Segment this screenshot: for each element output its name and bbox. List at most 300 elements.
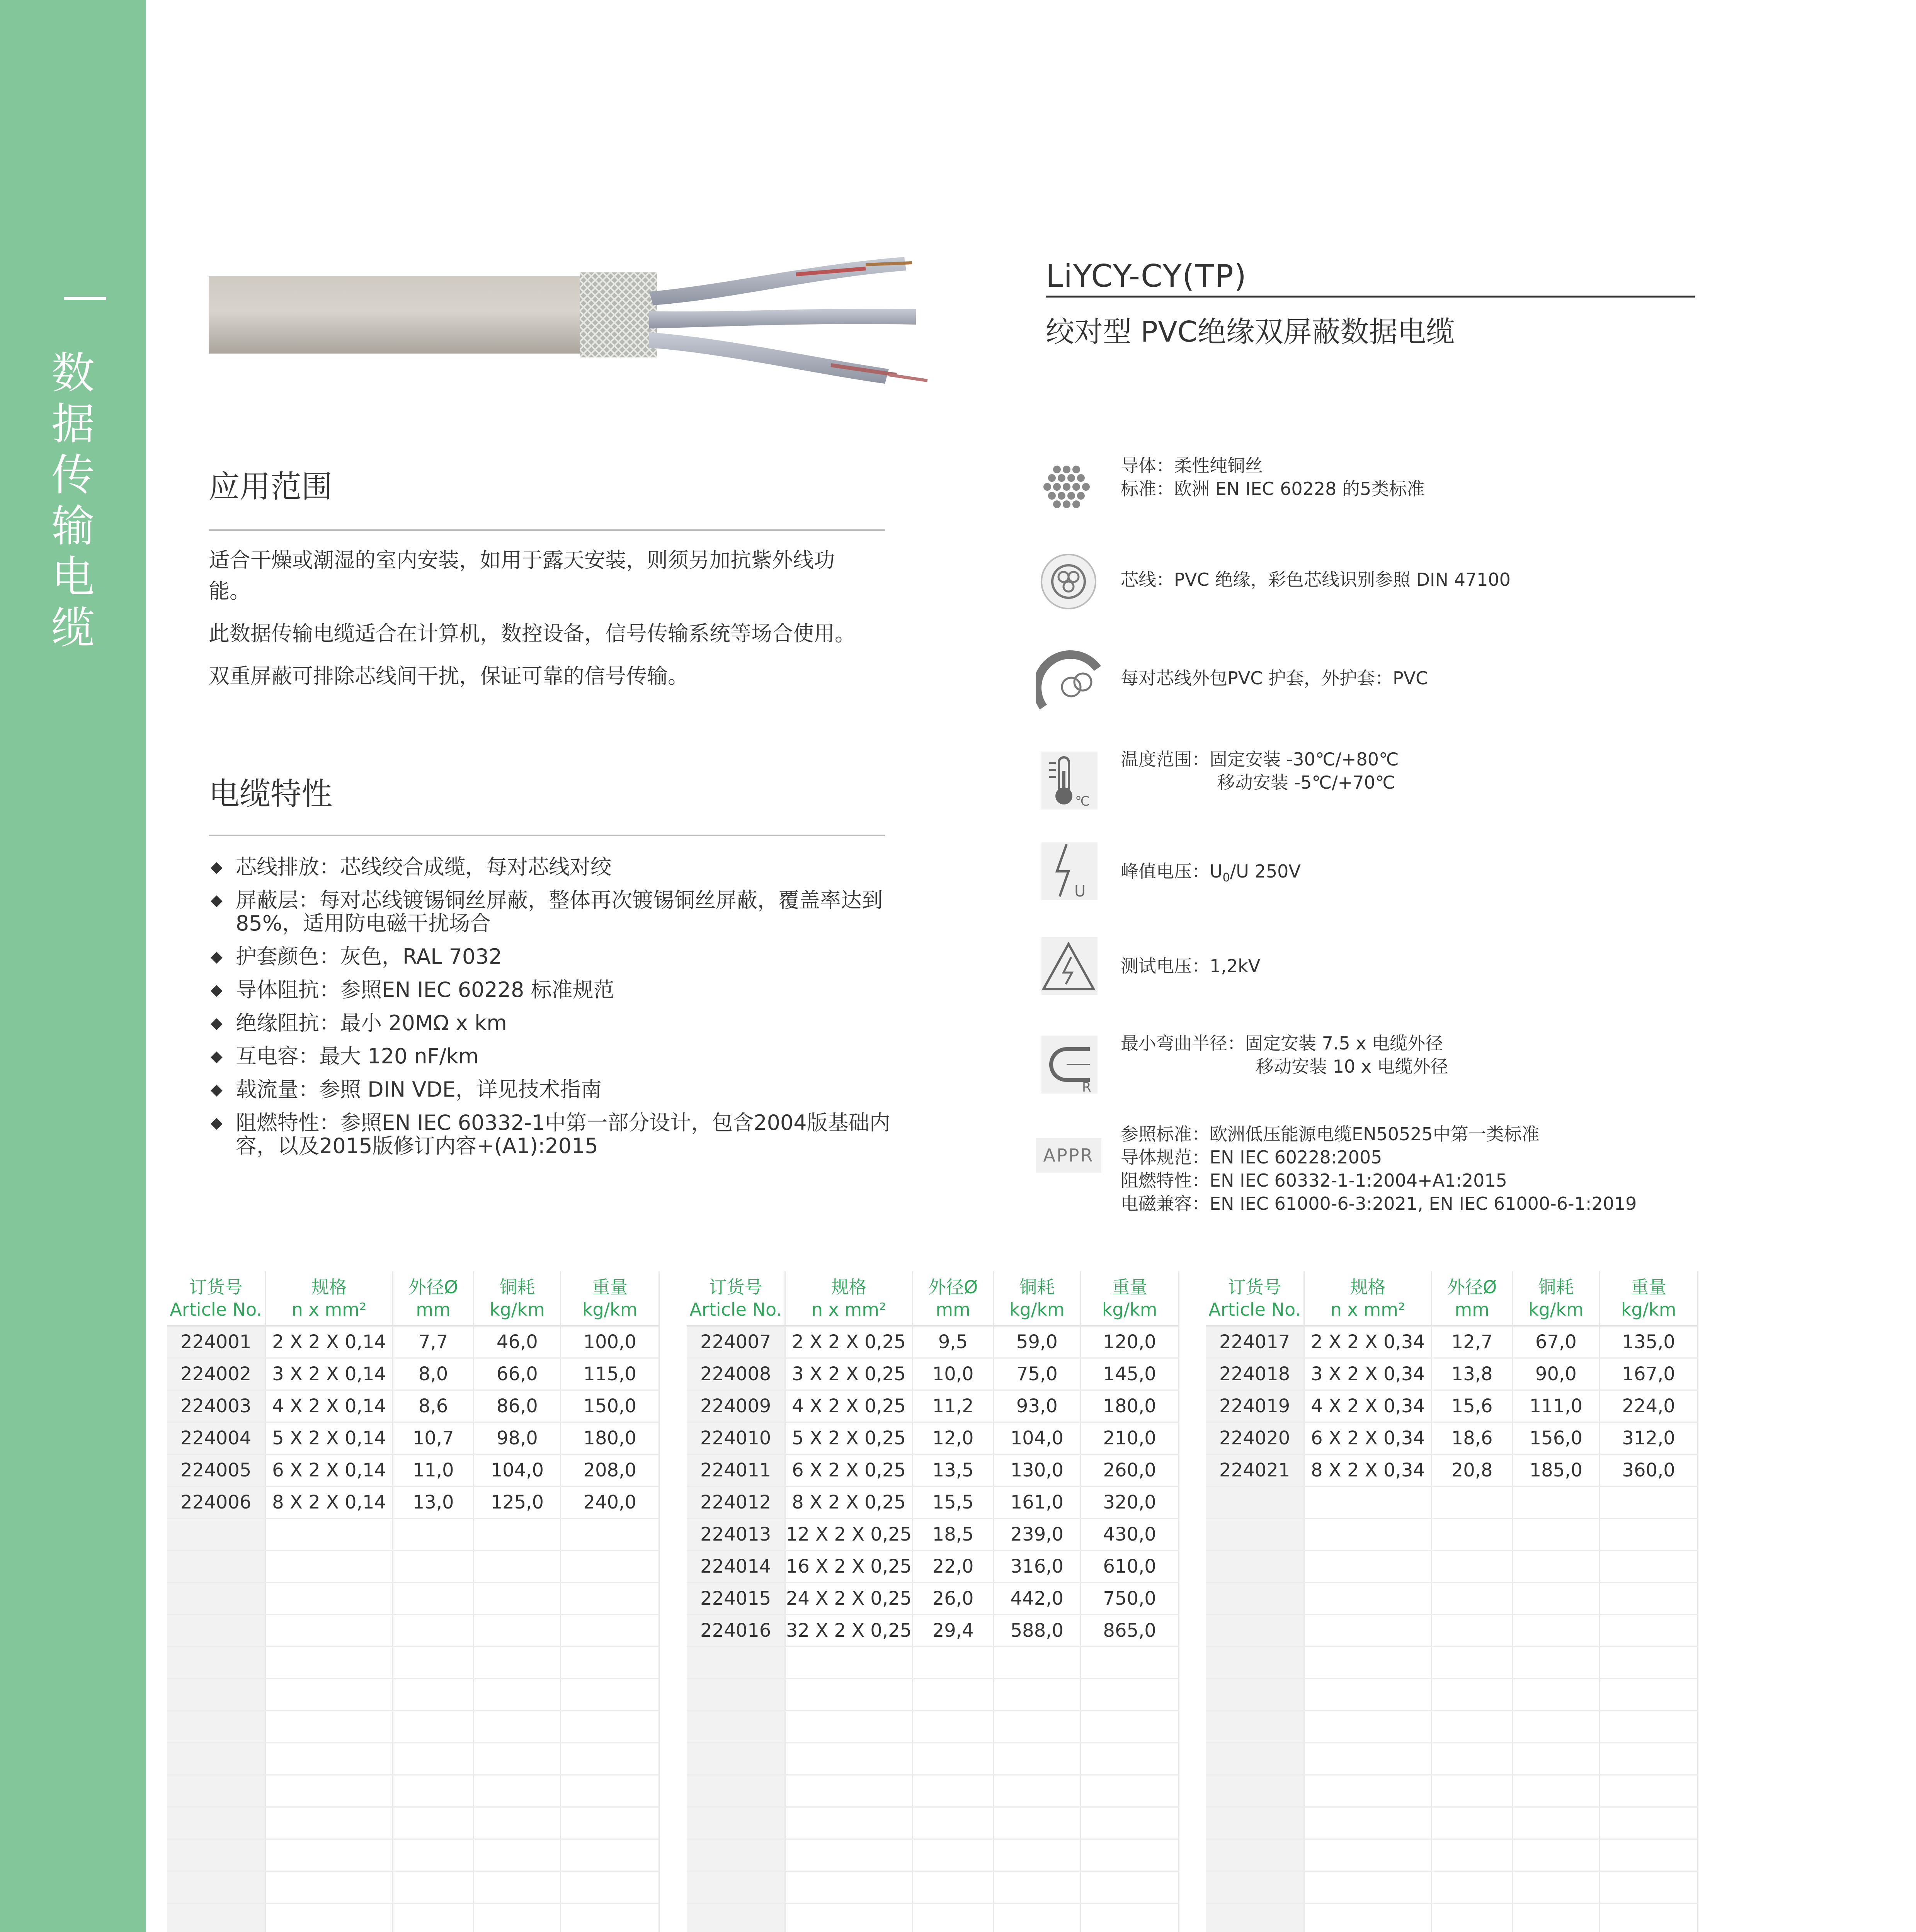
- bend-radius-icon: [1036, 1032, 1101, 1097]
- table-cell: 10,7: [393, 1422, 474, 1454]
- table-cell: [474, 1615, 561, 1647]
- table-cell: 224018: [1206, 1358, 1304, 1390]
- table-cell: 115,0: [561, 1358, 659, 1390]
- sidebar: [0, 0, 146, 1932]
- celsius-label: ℃: [1075, 794, 1090, 809]
- table-row: [1206, 1551, 1698, 1583]
- table-cell: 224014: [687, 1551, 785, 1583]
- table-cell: [167, 1871, 265, 1903]
- table-cell: [1206, 1583, 1304, 1615]
- table-cell: [687, 1679, 785, 1711]
- table-cell: 100,0: [561, 1326, 659, 1358]
- table-cell: [994, 1743, 1081, 1775]
- table-cell: [687, 1711, 785, 1743]
- table-cell: 4 X 2 X 0,14: [265, 1390, 393, 1422]
- table-cell: [561, 1871, 659, 1903]
- table-row: [1206, 1615, 1698, 1647]
- table-cell: [1304, 1903, 1431, 1932]
- table-row: [687, 1583, 1179, 1615]
- temperature-line-1: 温度范围：固定安装 -30℃/+80℃: [1121, 749, 1399, 770]
- table-cell: [994, 1647, 1081, 1679]
- table-cell: 224005: [167, 1454, 265, 1486]
- table-cell: 16 X 2 X 0,25: [785, 1551, 912, 1583]
- table-cell: 130,0: [994, 1454, 1081, 1486]
- table-cell: [265, 1647, 393, 1679]
- table-cell: 46,0: [474, 1326, 561, 1358]
- table-header-row: [167, 1271, 659, 1326]
- table-cell: 3 X 2 X 0,34: [1304, 1358, 1431, 1390]
- table-cell: [785, 1711, 912, 1743]
- sheath-text: 每对芯线外包PVC 护套，外护套：PVC: [1121, 668, 1428, 689]
- table-cell: [265, 1775, 393, 1807]
- column-header: 外径Ø mm: [393, 1271, 474, 1326]
- table-cell: [561, 1679, 659, 1711]
- table-row: [167, 1326, 659, 1358]
- table-row: [167, 1647, 659, 1679]
- table-cell: 224008: [687, 1358, 785, 1390]
- table-row: [687, 1486, 1179, 1519]
- table-cell: [1081, 1839, 1179, 1871]
- list-item: ◆ 护套颜色：灰色，RAL 7032: [211, 944, 502, 969]
- table-cell: 29,4: [912, 1615, 994, 1647]
- table-cell: [1081, 1775, 1179, 1807]
- table-cell: [1304, 1807, 1431, 1839]
- table-cell: [393, 1807, 474, 1839]
- table-cell: [265, 1615, 393, 1647]
- table-cell: 4 X 2 X 0,34: [1304, 1390, 1431, 1422]
- table-cell: 12 X 2 X 0,25: [785, 1519, 912, 1551]
- column-header: 规格 n x mm²: [785, 1271, 912, 1326]
- table-cell: 224010: [687, 1422, 785, 1454]
- table-cell: 11,2: [912, 1390, 994, 1422]
- table-cell: [393, 1711, 474, 1743]
- spec-peak-voltage: [1036, 838, 1712, 908]
- table-cell: 224004: [167, 1422, 265, 1454]
- table-cell: 320,0: [1081, 1486, 1179, 1519]
- table-header-row: [1206, 1271, 1698, 1326]
- table-row: [687, 1679, 1179, 1711]
- table-cell: 8 X 2 X 0,34: [1304, 1454, 1431, 1486]
- table-cell: 180,0: [1081, 1390, 1179, 1422]
- spec-conductor: [1036, 454, 1712, 524]
- cable-image: [209, 242, 943, 408]
- column-header: 订货号 Article No.: [1206, 1271, 1304, 1326]
- table-cell: 32 X 2 X 0,25: [785, 1615, 912, 1647]
- table-row: [687, 1519, 1179, 1551]
- table-cell: 161,0: [994, 1486, 1081, 1519]
- table-cell: 104,0: [474, 1454, 561, 1486]
- table-cell: [1206, 1711, 1304, 1743]
- column-header: 规格 n x mm²: [1304, 1271, 1431, 1326]
- table-cell: 9,5: [912, 1326, 994, 1358]
- table-cell: [1600, 1743, 1698, 1775]
- table-cell: [393, 1839, 474, 1871]
- table-cell: [393, 1871, 474, 1903]
- table-cell: [1600, 1551, 1698, 1583]
- table-cell: 442,0: [994, 1583, 1081, 1615]
- table-cell: 167,0: [1600, 1358, 1698, 1390]
- table-row: [167, 1454, 659, 1486]
- table-cell: [912, 1679, 994, 1711]
- table-cell: 224011: [687, 1454, 785, 1486]
- table-cell: [1600, 1647, 1698, 1679]
- table-row: [167, 1775, 659, 1807]
- list-item: ◆ 芯线排放：芯线绞合成缆，每对芯线对绞: [211, 855, 611, 879]
- table-cell: [1513, 1679, 1600, 1711]
- table-row: [1206, 1871, 1698, 1903]
- table-cell: 588,0: [994, 1615, 1081, 1647]
- table-cell: [785, 1743, 912, 1775]
- table-row: [167, 1358, 659, 1390]
- spec-bend-radius: [1036, 1032, 1712, 1101]
- table-cell: [1513, 1871, 1600, 1903]
- temperature-line-2: 移动安装 -5℃/+70℃: [1217, 772, 1395, 793]
- table-cell: 210,0: [1081, 1422, 1179, 1454]
- table-cell: 66,0: [474, 1358, 561, 1390]
- column-header: 铜耗 kg/km: [994, 1271, 1081, 1326]
- table-row: [687, 1422, 1179, 1454]
- table-cell: [265, 1519, 393, 1551]
- table-cell: 316,0: [994, 1551, 1081, 1583]
- table-cell: [1081, 1807, 1179, 1839]
- table-cell: [474, 1743, 561, 1775]
- table-cell: [912, 1647, 994, 1679]
- table-row: [1206, 1519, 1698, 1551]
- table-cell: [561, 1551, 659, 1583]
- table-row: [687, 1551, 1179, 1583]
- table-row: [167, 1903, 659, 1932]
- table-cell: 13,8: [1431, 1358, 1513, 1390]
- table-row: [1206, 1454, 1698, 1486]
- table-cell: [912, 1711, 994, 1743]
- table-cell: [474, 1711, 561, 1743]
- column-header: 外径Ø mm: [912, 1271, 994, 1326]
- table-cell: 5 X 2 X 0,25: [785, 1422, 912, 1454]
- table-cell: [1513, 1839, 1600, 1871]
- list-item: ◆ 绝缘阻抗：最小 20MΩ x km: [211, 1011, 507, 1035]
- table-cell: 224002: [167, 1358, 265, 1390]
- table-cell: [561, 1743, 659, 1775]
- appr-icon: APPR: [1036, 1138, 1101, 1173]
- table-cell: 24 X 2 X 0,25: [785, 1583, 912, 1615]
- table-cell: [1206, 1679, 1304, 1711]
- table-cell: [1206, 1647, 1304, 1679]
- table-cell: 145,0: [1081, 1358, 1179, 1390]
- table-cell: 12,7: [1431, 1326, 1513, 1358]
- table-row: [1206, 1711, 1698, 1743]
- table-row: [167, 1743, 659, 1775]
- table-header-row: [687, 1271, 1179, 1326]
- table-cell: 18,6: [1431, 1422, 1513, 1454]
- table-cell: [265, 1711, 393, 1743]
- table-row: [687, 1839, 1179, 1871]
- spec-standards: [1036, 1122, 1712, 1223]
- table-cell: [912, 1743, 994, 1775]
- table-cell: [393, 1583, 474, 1615]
- table-cell: [561, 1775, 659, 1807]
- warning-voltage-icon: [1036, 933, 1101, 999]
- spec-sheath: [1036, 645, 1712, 715]
- title-rule: [1046, 296, 1695, 298]
- table-cell: 224016: [687, 1615, 785, 1647]
- table-cell: [265, 1839, 393, 1871]
- sheath-icon: [1036, 645, 1101, 711]
- table-row: [1206, 1486, 1698, 1519]
- table-row: [1206, 1422, 1698, 1454]
- table-cell: [265, 1743, 393, 1775]
- lightning-voltage-icon: [1036, 838, 1101, 904]
- table-cell: 260,0: [1081, 1454, 1179, 1486]
- list-item: ◆ 阻燃特性：参照EN IEC 60332-1中第一部分设计，包含2004版基础内容，以及2015版修订内容+(A1):2015: [211, 1111, 890, 1158]
- table-cell: [785, 1903, 912, 1932]
- application-p1-line1: 适合干燥或潮湿的室内安装，如用于露天安装，则须另加抗紫外线功: [209, 548, 835, 572]
- table-cell: [1206, 1871, 1304, 1903]
- table-cell: [1600, 1871, 1698, 1903]
- section-title-char: 数: [51, 348, 95, 398]
- table-cell: [561, 1807, 659, 1839]
- table-cell: [1600, 1839, 1698, 1871]
- standards-line-4: 电磁兼容：EN IEC 61000-6-3:2021, EN IEC 61000-6-1:2019: [1121, 1193, 1637, 1214]
- table-cell: [1304, 1551, 1431, 1583]
- table-cell: 6 X 2 X 0,34: [1304, 1422, 1431, 1454]
- table-cell: [1206, 1519, 1304, 1551]
- table-cell: [167, 1743, 265, 1775]
- table-row: [687, 1390, 1179, 1422]
- table-cell: 59,0: [994, 1326, 1081, 1358]
- table-cell: 125,0: [474, 1486, 561, 1519]
- table-cell: [1081, 1679, 1179, 1711]
- table-cell: [994, 1839, 1081, 1871]
- column-header: 重量 kg/km: [561, 1271, 659, 1326]
- table-cell: [1600, 1711, 1698, 1743]
- features-list: [209, 855, 893, 1168]
- table-cell: [1304, 1615, 1431, 1647]
- table-cell: [1304, 1486, 1431, 1519]
- table-cell: 224,0: [1600, 1390, 1698, 1422]
- table-cell: [687, 1903, 785, 1932]
- application-paragraph-3: 双重屏蔽可排除芯线间干扰，保证可靠的信号传输。: [209, 664, 689, 688]
- table-cell: [785, 1839, 912, 1871]
- table-cell: [474, 1903, 561, 1932]
- section-title-char: 输: [51, 501, 95, 551]
- table-cell: 8,0: [393, 1358, 474, 1390]
- conductor-line-1: 导体：柔性纯铜丝: [1121, 455, 1263, 476]
- table-cell: [1600, 1615, 1698, 1647]
- table-cell: 3 X 2 X 0,25: [785, 1358, 912, 1390]
- column-header: 订货号 Article No.: [167, 1271, 265, 1326]
- table-cell: [912, 1839, 994, 1871]
- section-title: [0, 348, 146, 654]
- table-cell: 13,0: [393, 1486, 474, 1519]
- table-cell: 15,5: [912, 1486, 994, 1519]
- table-cell: [1431, 1903, 1513, 1932]
- list-item: ◆ 导体阻抗：参照EN IEC 60228 标准规范: [211, 978, 614, 1002]
- table-cell: 3 X 2 X 0,14: [265, 1358, 393, 1390]
- table-cell: [474, 1871, 561, 1903]
- table-cell: [474, 1583, 561, 1615]
- standards-line-1: 参照标准：欧洲低压能源电缆EN50525中第一类标准: [1121, 1124, 1540, 1145]
- table-cell: [1600, 1807, 1698, 1839]
- conductor-line-2: 标准：欧洲 EN IEC 60228 的5类标准: [1121, 478, 1425, 499]
- table-row: [1206, 1903, 1698, 1932]
- table-cell: [687, 1743, 785, 1775]
- product-subtitle: 绞对型 PVC绝缘双屏蔽数据电缆: [1046, 315, 1455, 349]
- column-header: 外径Ø mm: [1431, 1271, 1513, 1326]
- thermometer-icon: [1036, 748, 1101, 813]
- table-cell: [1513, 1583, 1600, 1615]
- table-cell: 6 X 2 X 0,25: [785, 1454, 912, 1486]
- table-cell: 8,6: [393, 1390, 474, 1422]
- table-cell: [265, 1679, 393, 1711]
- table-row: [1206, 1647, 1698, 1679]
- table-cell: 239,0: [994, 1519, 1081, 1551]
- table-cell: [561, 1519, 659, 1551]
- table-cell: [393, 1775, 474, 1807]
- table-cell: 150,0: [561, 1390, 659, 1422]
- table-cell: [785, 1807, 912, 1839]
- table-row: [167, 1519, 659, 1551]
- list-item: ◆ 互电容：最大 120 nF/km: [211, 1044, 479, 1068]
- table-cell: 93,0: [994, 1390, 1081, 1422]
- table-cell: [1206, 1743, 1304, 1775]
- table-cell: 224001: [167, 1326, 265, 1358]
- table-row: [687, 1711, 1179, 1743]
- table-cell: [393, 1903, 474, 1932]
- table-row: [1206, 1839, 1698, 1871]
- table-cell: 208,0: [561, 1454, 659, 1486]
- table-cell: [1431, 1839, 1513, 1871]
- table-cell: [474, 1519, 561, 1551]
- section-title-char: 传: [51, 450, 95, 500]
- table-cell: 120,0: [1081, 1326, 1179, 1358]
- table-cell: [785, 1775, 912, 1807]
- table-cell: [1431, 1647, 1513, 1679]
- bend-radius-line-1: 最小弯曲半径：固定安装 7.5 x 电缆外径: [1121, 1033, 1443, 1054]
- article-table-2: [687, 1271, 1179, 1932]
- table-cell: 98,0: [474, 1422, 561, 1454]
- table-cell: 11,0: [393, 1454, 474, 1486]
- table-cell: [167, 1519, 265, 1551]
- table-cell: [167, 1711, 265, 1743]
- table-cell: [1304, 1839, 1431, 1871]
- table-cell: 224009: [687, 1390, 785, 1422]
- table-cell: [785, 1871, 912, 1903]
- article-table-1: [167, 1271, 660, 1932]
- table-cell: [1513, 1903, 1600, 1932]
- table-cell: [167, 1583, 265, 1615]
- table-cell: 104,0: [994, 1422, 1081, 1454]
- list-item: ◆ 载流量：参照 DIN VDE，详见技术指南: [211, 1077, 602, 1102]
- table-cell: [393, 1679, 474, 1711]
- table-cell: 224021: [1206, 1454, 1304, 1486]
- table-cell: [1431, 1551, 1513, 1583]
- table-cell: 135,0: [1600, 1326, 1698, 1358]
- table-row: [167, 1422, 659, 1454]
- table-row: [1206, 1326, 1698, 1358]
- table-cell: [561, 1647, 659, 1679]
- table-cell: [1513, 1743, 1600, 1775]
- table-cell: [167, 1615, 265, 1647]
- table-row: [167, 1583, 659, 1615]
- column-header: 铜耗 kg/km: [1513, 1271, 1600, 1326]
- table-row: [1206, 1775, 1698, 1807]
- table-cell: [912, 1807, 994, 1839]
- table-cell: [167, 1647, 265, 1679]
- table-cell: [393, 1519, 474, 1551]
- table-cell: [167, 1679, 265, 1711]
- table-cell: [912, 1903, 994, 1932]
- table-cell: [1431, 1486, 1513, 1519]
- table-cell: [1600, 1679, 1698, 1711]
- table-cell: [265, 1551, 393, 1583]
- test-voltage-text: 测试电压：1,2kV: [1121, 956, 1261, 976]
- table-cell: [265, 1903, 393, 1932]
- table-cell: [1206, 1486, 1304, 1519]
- column-header: 重量 kg/km: [1600, 1271, 1698, 1326]
- table-cell: [1431, 1711, 1513, 1743]
- table-row: [167, 1871, 659, 1903]
- table-row: [687, 1743, 1179, 1775]
- table-cell: 224015: [687, 1583, 785, 1615]
- application-paragraph: [209, 545, 889, 607]
- table-cell: [1513, 1551, 1600, 1583]
- table-cell: [561, 1583, 659, 1615]
- table-cell: [561, 1903, 659, 1932]
- table-cell: [912, 1775, 994, 1807]
- product-title: LiYCY-CY(TP): [1046, 258, 1247, 294]
- table-cell: [265, 1807, 393, 1839]
- table-cell: 90,0: [1513, 1358, 1600, 1390]
- table-cell: [785, 1679, 912, 1711]
- standards-line-3: 阻燃特性：EN IEC 60332-1-1:2004+A1:2015: [1121, 1170, 1507, 1191]
- table-cell: [1600, 1486, 1698, 1519]
- table-cell: 865,0: [1081, 1615, 1179, 1647]
- table-cell: [1304, 1871, 1431, 1903]
- table-cell: [474, 1775, 561, 1807]
- table-cell: 224003: [167, 1390, 265, 1422]
- table-cell: [687, 1775, 785, 1807]
- table-row: [1206, 1807, 1698, 1839]
- table-cell: [1304, 1583, 1431, 1615]
- core-insulation-icon: [1036, 549, 1101, 614]
- table-cell: [474, 1551, 561, 1583]
- table-row: [1206, 1743, 1698, 1775]
- table-cell: 20,8: [1431, 1454, 1513, 1486]
- table-cell: [167, 1839, 265, 1871]
- table-cell: 22,0: [912, 1551, 994, 1583]
- table-cell: [1206, 1615, 1304, 1647]
- table-row: [687, 1871, 1179, 1903]
- table-cell: [1431, 1679, 1513, 1711]
- table-cell: [1431, 1871, 1513, 1903]
- table-cell: [474, 1679, 561, 1711]
- table-row: [687, 1775, 1179, 1807]
- table-cell: [474, 1647, 561, 1679]
- table-cell: 312,0: [1600, 1422, 1698, 1454]
- table-cell: 18,5: [912, 1519, 994, 1551]
- features-rule: [209, 835, 885, 836]
- table-cell: [1304, 1519, 1431, 1551]
- table-cell: [167, 1775, 265, 1807]
- table-cell: 224013: [687, 1519, 785, 1551]
- table-cell: [393, 1743, 474, 1775]
- table-cell: [393, 1615, 474, 1647]
- table-cell: [1304, 1711, 1431, 1743]
- table-cell: [1513, 1807, 1600, 1839]
- table-cell: 2 X 2 X 0,25: [785, 1326, 912, 1358]
- table-cell: [1600, 1519, 1698, 1551]
- table-cell: [1513, 1711, 1600, 1743]
